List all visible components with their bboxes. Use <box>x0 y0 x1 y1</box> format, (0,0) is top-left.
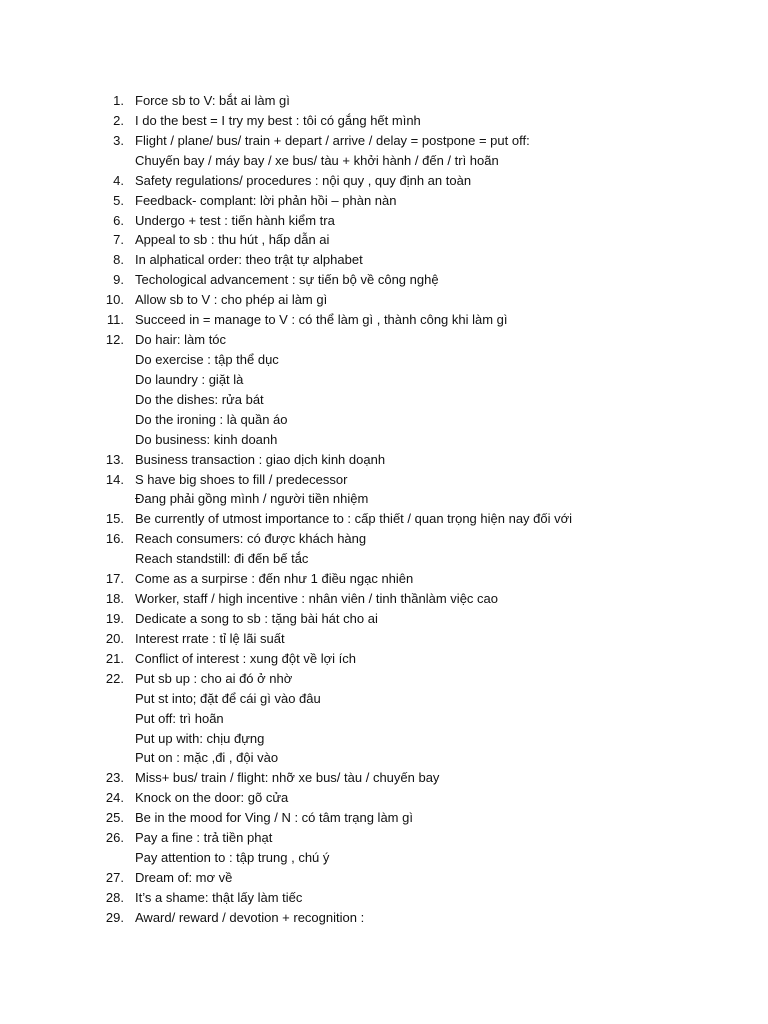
list-item <box>0 330 768 350</box>
item-number: 12. <box>105 332 124 348</box>
list-item <box>0 529 768 549</box>
list-item <box>0 709 768 729</box>
item-number: 3. <box>113 132 124 148</box>
list-item <box>0 589 768 609</box>
item-text: Pay attention to : tập trung , chú ý <box>135 850 330 866</box>
item-text: Worker, staff / high incentive : nhân viên / tinh thầnlàm việc cao <box>135 591 498 607</box>
list-item <box>0 828 768 848</box>
item-text: Do the dishes: rửa bát <box>135 391 264 407</box>
item-number: 4. <box>113 172 124 188</box>
item-number: 17. <box>105 571 124 587</box>
list-item <box>0 310 768 330</box>
list-item <box>0 908 768 928</box>
item-text: Reach standstill: đi đến bế tắc <box>135 551 309 567</box>
item-number: 29. <box>105 909 124 925</box>
list-item <box>0 748 768 768</box>
item-text: Feedback- complant: lời phản hồi – phàn nàn <box>135 192 397 208</box>
item-text: Miss+ bus/ train / flight: nhỡ xe bus/ tàu / chuyến bay <box>135 770 440 786</box>
item-text: Put off: trì hoãn <box>135 710 224 726</box>
item-number: 5. <box>113 192 124 208</box>
item-number: 19. <box>105 610 124 626</box>
list-item <box>0 131 768 151</box>
item-number: 21. <box>105 650 124 666</box>
item-text: Safety regulations/ procedures : nội quy , quy định an toàn <box>135 172 472 188</box>
list-item <box>0 430 768 450</box>
list-item <box>0 350 768 370</box>
item-number: 25. <box>105 810 124 826</box>
item-number: 18. <box>105 591 124 607</box>
item-text: Do exercise : tập thể dục <box>135 351 279 367</box>
item-number: 7. <box>113 232 124 248</box>
list-item <box>0 649 768 669</box>
list-item <box>0 689 768 709</box>
list-item <box>0 230 768 250</box>
item-text: Put up with: chịu đựng <box>135 730 265 746</box>
list-item <box>0 888 768 908</box>
item-number: 2. <box>113 112 124 128</box>
item-text: Knock on the door: gõ cửa <box>135 790 289 806</box>
item-number: 15. <box>105 511 124 527</box>
item-text: Đang phải gồng mình / người tiền nhiệm <box>135 491 369 507</box>
item-text: Pay a fine : trả tiền phạt <box>135 830 273 846</box>
item-number: 8. <box>113 252 124 268</box>
item-text: Put st into; đặt để cái gì vào đâu <box>135 690 321 706</box>
list-item <box>0 450 768 470</box>
item-number: 27. <box>105 869 124 885</box>
list-item <box>0 390 768 410</box>
list-item <box>0 569 768 589</box>
item-number: 1. <box>113 93 124 108</box>
list-item <box>0 549 768 569</box>
item-number: 13. <box>105 451 124 467</box>
item-text: In alphatical order: theo trật tự alphabet <box>135 252 363 268</box>
item-text: Flight / plane/ bus/ train + depart / arrive / delay = postpone = put off: <box>135 132 530 148</box>
list-item <box>0 211 768 231</box>
item-text: Conflict of interest : xung đột về lợi ích <box>135 650 356 666</box>
item-text: Do laundry : giặt là <box>135 371 244 387</box>
document-page <box>0 91 768 928</box>
list-item <box>0 868 768 888</box>
item-number: 16. <box>105 531 124 547</box>
item-text: It’s a shame: thật lấy làm tiếc <box>135 889 303 905</box>
list-item <box>0 270 768 290</box>
item-text: I do the best = I try my best : tôi có gắng hết mình <box>135 112 421 128</box>
item-text: Reach consumers: có được khách hàng <box>135 531 367 547</box>
list-item <box>0 808 768 828</box>
item-text: Do hair: làm tóc <box>135 332 227 348</box>
item-number: 23. <box>105 770 124 786</box>
item-text: Techological advancement : sự tiến bộ về công nghệ <box>135 272 439 288</box>
list-item <box>0 669 768 689</box>
item-text: Chuyến bay / máy bay / xe bus/ tàu + khởi hành / đến / trì hoãn <box>135 152 499 168</box>
item-text: Be in the mood for Ving / N : có tâm trạng làm gì <box>135 810 413 826</box>
item-number: 24. <box>105 790 124 806</box>
item-text: Put sb up : cho ai đó ở nhờ <box>135 670 293 686</box>
list-item <box>0 489 768 509</box>
item-number: 26. <box>105 830 124 846</box>
item-number: 11. <box>106 312 124 328</box>
item-text: Do the ironing : là quần áo <box>135 411 288 427</box>
item-text: Succeed in = manage to V : có thể làm gì , thành công khi làm gì <box>135 312 508 328</box>
list-item <box>0 191 768 211</box>
item-number: 28. <box>105 889 124 905</box>
list-item <box>0 171 768 191</box>
list-item <box>0 729 768 749</box>
list-item <box>0 609 768 629</box>
item-number: 9. <box>113 272 124 288</box>
list-item <box>0 370 768 390</box>
item-text: Force sb to V: bắt ai làm gì <box>135 93 290 108</box>
item-text: Allow sb to V : cho phép ai làm gì <box>135 292 328 308</box>
item-text: Business transaction : giao dịch kinh doạnh <box>135 451 386 467</box>
list-item <box>0 290 768 310</box>
list-item <box>0 111 768 131</box>
item-number: 10. <box>105 292 124 308</box>
list-item <box>0 848 768 868</box>
list-item <box>0 151 768 171</box>
item-text: Do business: kinh doanh <box>135 431 278 447</box>
item-text: Award/ reward / devotion + recognition : <box>135 909 365 925</box>
item-text: Dedicate a song to sb : tặng bài hát cho ai <box>135 610 378 626</box>
list-item <box>0 470 768 490</box>
list-item <box>0 91 768 111</box>
list-item <box>0 768 768 788</box>
list-item <box>0 509 768 529</box>
item-text: S have big shoes to fill / predecessor <box>135 471 348 487</box>
item-text: Put on : mặc ,đi , đội vào <box>135 750 279 766</box>
item-number: 22. <box>105 670 124 686</box>
list-item <box>0 629 768 649</box>
item-text: Undergo + test : tiến hành kiểm tra <box>135 212 335 228</box>
list-item <box>0 410 768 430</box>
item-number: 20. <box>105 630 124 646</box>
item-number: 6. <box>113 212 124 228</box>
list-item <box>0 250 768 270</box>
item-text: Interest rrate : tỉ lệ lãi suất <box>135 630 285 646</box>
item-text: Appeal to sb : thu hút , hấp dẫn ai <box>135 232 330 248</box>
item-number: 14. <box>105 471 124 487</box>
item-text: Dream of: mơ về <box>135 869 233 885</box>
item-text: Come as a surpirse : đến như 1 điều ngạc nhiên <box>135 571 414 587</box>
list-item <box>0 788 768 808</box>
item-text: Be currently of utmost importance to : cấp thiết / quan trọng hiện nay đối với <box>135 511 573 527</box>
